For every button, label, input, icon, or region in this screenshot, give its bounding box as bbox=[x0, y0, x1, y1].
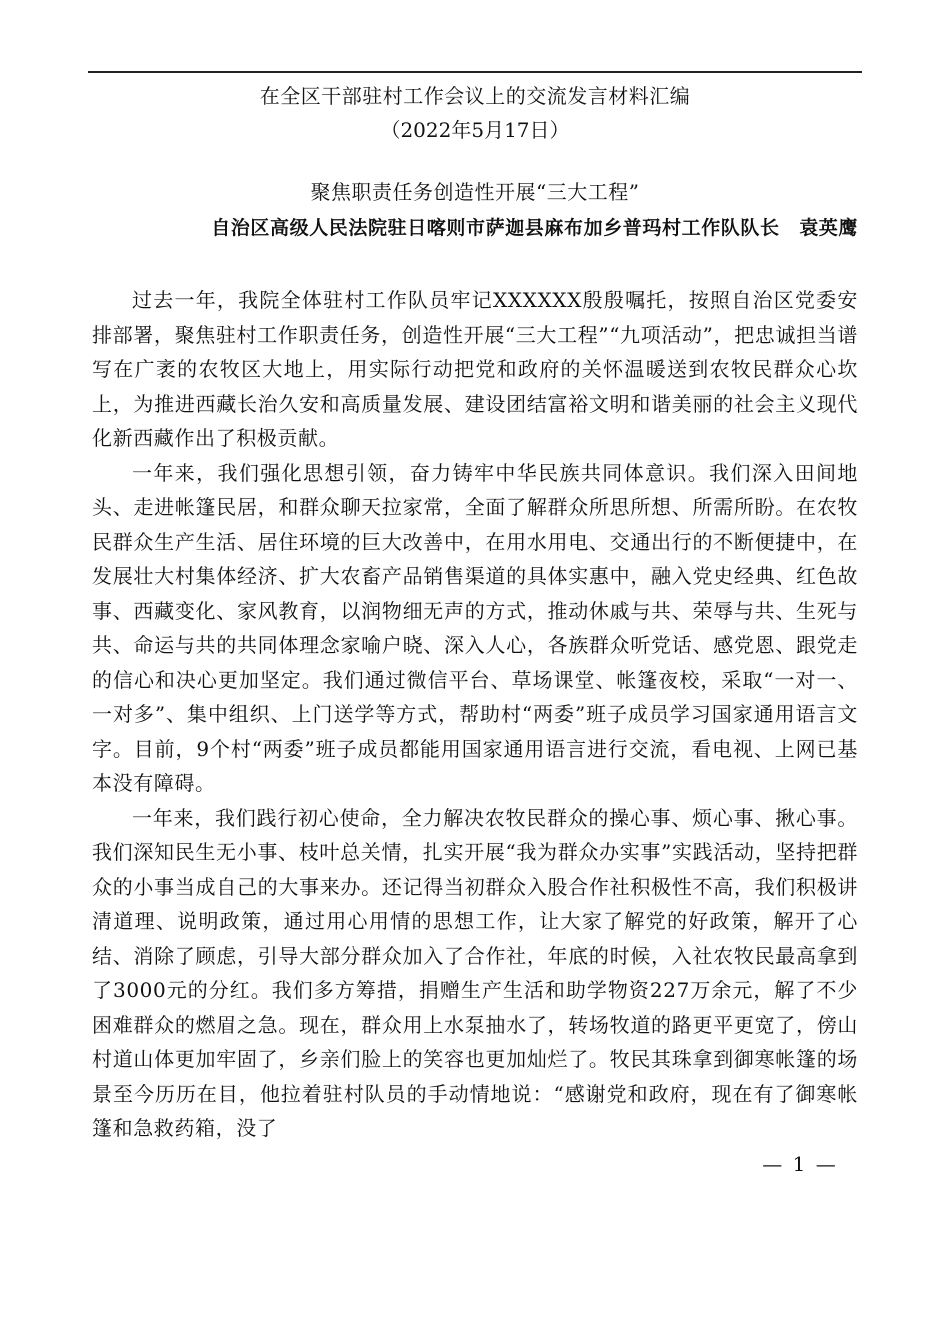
document-title: 在全区干部驻村工作会议上的交流发言材料汇编 bbox=[259, 84, 691, 108]
page-number: — 1 — bbox=[762, 1152, 838, 1176]
article-author: 自治区高级人民法院驻日喀则市萨迦县麻布加乡普玛村工作队队长 袁英鹰 bbox=[211, 217, 858, 239]
article-title: 聚焦职责任务创造性开展“三大工程” bbox=[310, 180, 640, 204]
paragraph: 过去一年，我院全体驻村工作队员牢记XXXXXX殷殷嘱托，按照自治区党委安排部署，聚焦驻村工作职责任务，创造性开展“三大工程”“九项活动”，把忠诚担当谱写在广袤的农牧区大地上，用实际行动把党和政府的关怀温暖送到农牧民群众心坎上，为推进西藏长治久安和高质量发展、建设团结富裕文明和谐美丽的社会主义现代化新西藏作出了积极贡献。 bbox=[92, 288, 858, 450]
paragraph: 一年来，我们践行初心使命，全力解决农牧民群众的操心事、烦心事、揪心事。我们深知民生无小事、枝叶总关情，扎实开展“我为群众办实事”实践活动，坚持把群众的小事当成自己的大事来办。还记得当初群众入股合作社积极性不高，我们积极讲清道理、说明政策，通过用心用情的思想工作，让大家了解党的好政策，解开了心结、消除了顾虑，引导大部分群众加入了合作社，年底的时候，入社农牧民最高拿到了3000元的分红。我们多方筹措，捐赠生产生活和助学物资227万余元，解了不少困难群众的燃眉之急。现在，群众用上水泵抽水了，转场牧道的路更平更宽了，傍山村道山体更加牢固了，乡亲们脸上的笑容也更加灿烂了。牧民其珠拿到御寒帐篷的场景至今历历在目，他拉着驻村队员的手动情地说：“感谢党和政府，现在有了御寒帐篷和急救药箱，没了 bbox=[92, 805, 858, 1140]
document-date: （2022年5月17日） bbox=[380, 118, 570, 142]
header-rule bbox=[88, 71, 862, 73]
paragraph: 一年来，我们强化思想引领，奋力铸牢中华民族共同体意识。我们深入田间地头、走进帐篷民居，和群众聊天拉家常，全面了解群众所思所想、所需所盼。在农牧民群众生产生活、居住环境的巨大改善中，在用水用电、交通出行的不断便捷中，在发展壮大村集体经济、扩大农畜产品销售渠道的具体实惠中，融入党史经典、红色故事、西藏变化、家风教育，以润物细无声的方式，推动休戚与共、荣辱与共、生死与共、命运与共的共同体理念家喻户晓、深入人心，各族群众听党话、感党恩、跟党走的信心和决心更加坚定。我们通过微信平台、草场课堂、帐篷夜校，采取“一对一、一对多”、集中组织、上门送学等方式，帮助村“两委”班子成员学习国家通用语言文字。目前，9个村“两委”班子成员都能用国家通用语言进行交流，看电视、上网已基本没有障碍。 bbox=[92, 460, 858, 795]
article-body bbox=[92, 283, 858, 1146]
